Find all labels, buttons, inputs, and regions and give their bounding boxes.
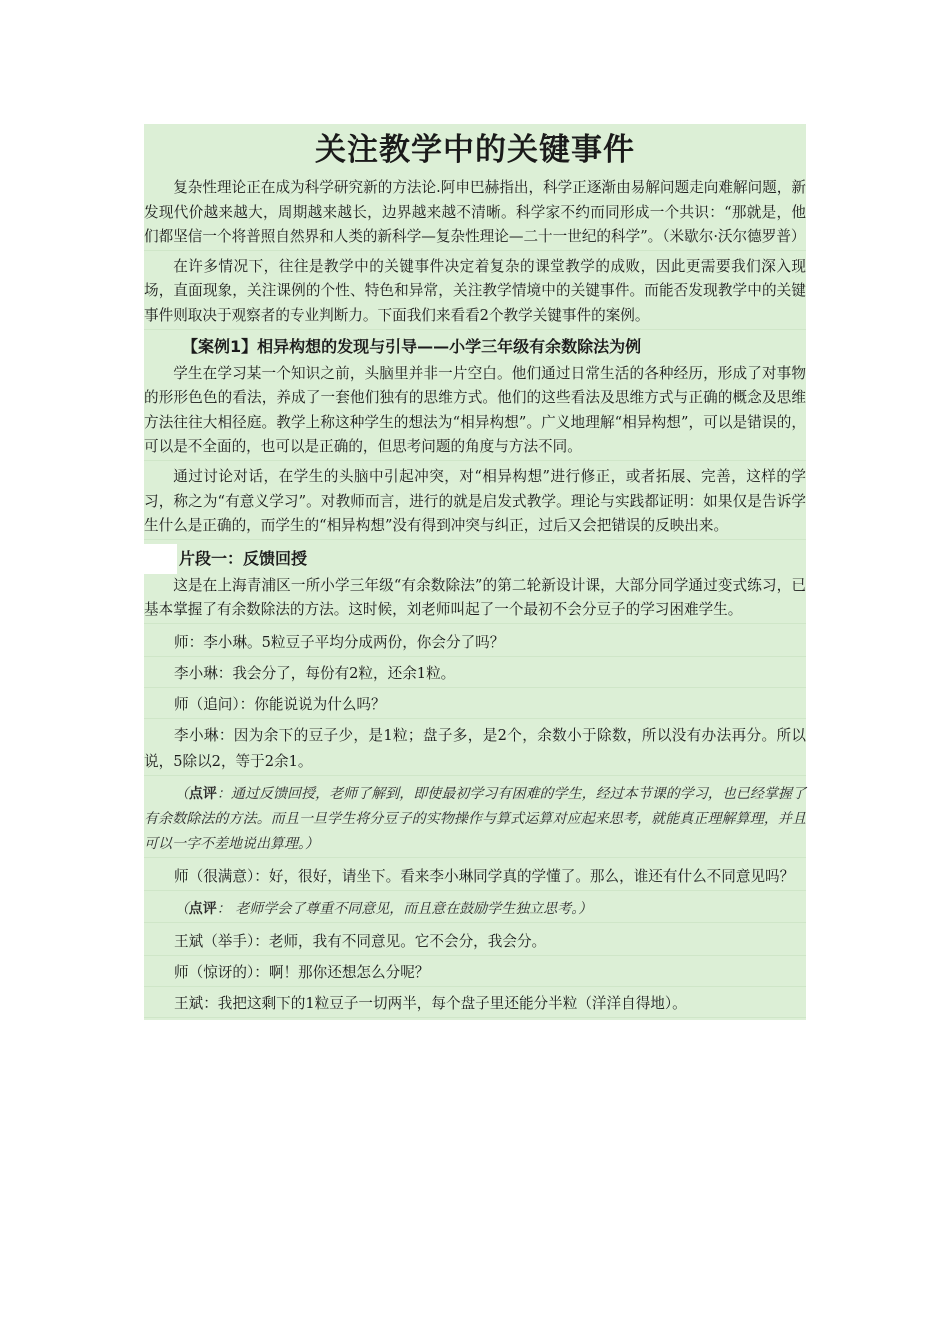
teacher-comment: [144, 782, 806, 858]
comment-open-paren: （: [174, 900, 189, 917]
paragraph-complexity-theory: 复杂性理论正在成为科学研究新的方法论.阿申巴赫指出，科学正逐渐由易解问题走向难解问题，新发现代价越来越大，周期越来越长，边界越来越不清晰。科学家不约而同形成一个共识：“那就是，他们都坚信一个将普照自然界和人类的新科学—复杂性理论—二十一世纪的科学”。（米歇尔·沃尔德罗普）: [144, 176, 806, 251]
dialogue-line: 李小琳：我会分了，每份有2粒，还余1粒。: [144, 661, 806, 688]
paragraph-alternative-conceptions: 学生在学习某一个知识之前，头脑里并非一片空白。他们通过日常生活的各种经历，形成了对事物的形形色色的看法，养成了一套他们独有的思维方式。他们的这些看法及思维方式与正确的概念及思维方法往往大相径庭。教学上称这种学生的想法为“相异构想”。广义地理解“相异构想”，可以是错误的，可以是不全面的，也可以是正确的，但思考问题的角度与方法不同。: [144, 362, 806, 461]
teacher-comment: [144, 897, 806, 923]
paragraph-key-events: 在许多情况下，往往是教学中的关键事件决定着复杂的课堂教学的成败，因此更需要我们深入现场，直面现象，关注课例的个性、特色和异常，关注教学情境中的关键事件。而能否发现教学中的关键事件则取决于观察者的专业判断力。下面我们来看看2个教学关键事件的案例。: [144, 255, 806, 330]
heading-notch: [144, 544, 177, 574]
document-page: [144, 124, 806, 1020]
dialogue-line: 师（很满意）：好，很好，请坐下。看来李小琳同学真的学懂了。那么，谁还有什么不同意见吗？: [144, 864, 806, 891]
dialogue-line: 王斌：我把这剩下的1粒豆子一切两半，每个盘子里还能分半粒（洋洋自得地）。: [144, 991, 806, 1018]
paragraph-lesson-context: 这是在上海青浦区一所小学三年级“有余数除法”的第二轮新设计课，大部分同学通过变式练习，已基本掌握了有余数除法的方法。这时候，刘老师叫起了一个最初不会分豆子的学习困难学生。: [144, 574, 806, 624]
dialogue-line: 李小琳：因为余下的豆子少，是1粒；盘子多，是2个，余数小于除数，所以没有办法再分。所以说，5除以2，等于2余1。: [144, 723, 806, 776]
comment-label: 点评: [188, 785, 217, 802]
comment-text: ：通过反馈回授，老师了解到，即使最初学习有困难的学生，经过本节课的学习，也已经掌握了有余数除法的方法。而且一旦学生将分豆子的实物操作与算式运算对应起来思考，就能真正理解算理，并且可以一字不差地说出算理。）: [144, 785, 807, 852]
dialogue-line: 王斌（举手）：老师，我有不同意见。它不会分，我会分。: [144, 929, 806, 956]
section-heading-text: 片段一：反馈回授: [179, 548, 308, 568]
comment-text: ： 老师学会了尊重不同意见，而且意在鼓励学生独立思考。）: [216, 900, 593, 917]
section-heading: [144, 544, 806, 574]
dialogue-line: 师（追问）：你能说说为什么吗？: [144, 692, 806, 719]
comment-label: 点评: [188, 900, 217, 917]
document-title: 关注教学中的关键事件: [315, 132, 635, 168]
case-heading: 【案例1】相异构想的发现与引导——小学三年级有余数除法为例: [182, 336, 642, 356]
dialogue-line: 师：李小琳。5粒豆子平均分成两份，你会分了吗？: [144, 630, 806, 657]
comment-open-paren: （: [174, 785, 189, 802]
dialogue-line: 师（惊讶的）：啊！那你还想怎么分呢？: [144, 960, 806, 987]
paragraph-meaningful-learning: 通过讨论对话，在学生的头脑中引起冲突，对“相异构想”进行修正，或者拓展、完善，这样的学习，称之为“有意义学习”。对教师而言，进行的就是启发式教学。理论与实践都证明：如果仅是告诉学生什么是正确的，而学生的“相异构想”没有得到冲突与纠正，过后又会把错误的反映出来。: [144, 465, 806, 540]
